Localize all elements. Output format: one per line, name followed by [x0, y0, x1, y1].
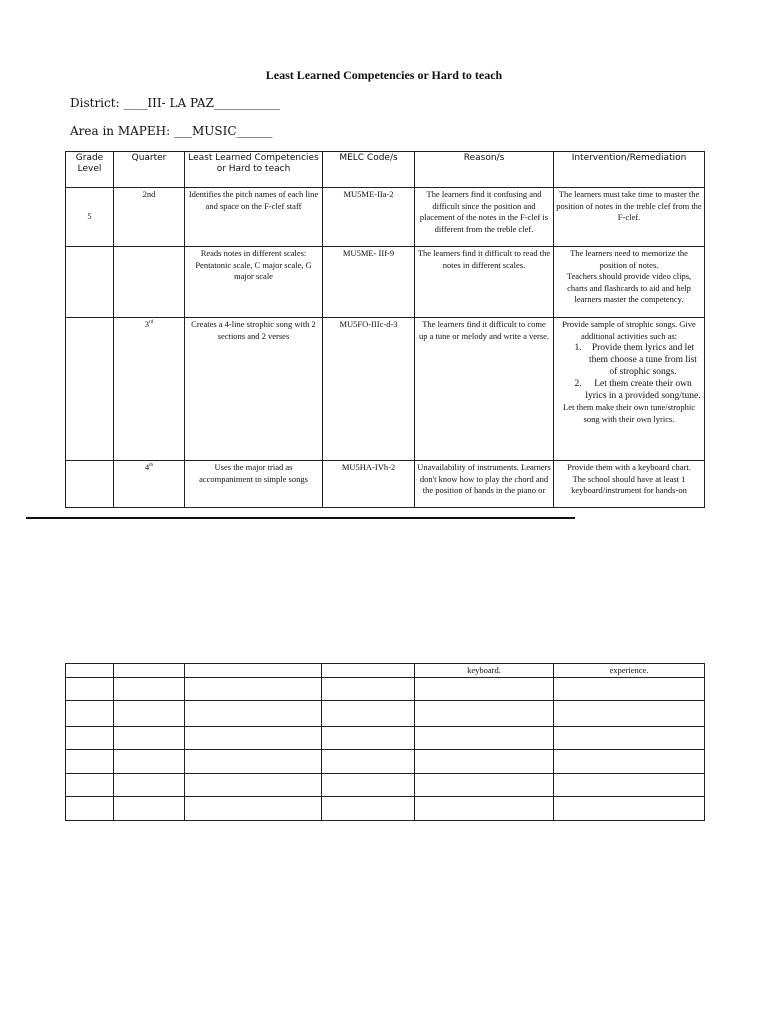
competency-cell: Creates a 4-line strophic song with 2 sections and 2 verses — [185, 318, 323, 461]
empty-cell — [554, 797, 705, 821]
empty-cell — [415, 774, 554, 797]
empty-cell — [114, 727, 185, 750]
empty-cell — [554, 678, 705, 701]
empty-cell — [66, 797, 114, 821]
competency-cell: Uses the major triad as accompaniment to simple songs — [185, 461, 323, 508]
empty-cell — [415, 727, 554, 750]
quarter-number: 4 — [144, 462, 150, 472]
quarter-cell: 2nd — [114, 188, 185, 247]
empty-cell — [66, 727, 114, 750]
table-row — [66, 678, 705, 701]
quarter-suffix: th — [149, 463, 154, 469]
list-item: 2. Let them create their own lyrics in a provided song/tune. — [584, 378, 702, 402]
reason-cell: keyboard. — [415, 664, 554, 678]
header-competencies: Least Learned Competencies or Hard to teach — [185, 152, 323, 188]
empty-cell — [66, 664, 114, 678]
intervention-line: Teachers should provide video clips, charts and flashcards to aid and help learners master the competency. — [566, 271, 692, 304]
empty-cell — [185, 727, 322, 750]
district-field — [70, 96, 280, 110]
empty-cell — [322, 701, 415, 727]
empty-cell — [322, 774, 415, 797]
empty-cell — [66, 774, 114, 797]
intervention-cell — [554, 247, 705, 318]
code-cell: MU5ME-IIa-2 — [323, 188, 415, 247]
reason-cell: The learners find it confusing and difficult since the position and placement of the notes in the F-clef is different from the treble clef. — [415, 188, 554, 247]
quarter-suffix: rd — [149, 320, 154, 326]
empty-cell — [66, 750, 114, 774]
district-value: ____III- LA PAZ___________ — [123, 96, 280, 110]
table-row — [66, 774, 705, 797]
empty-cell — [185, 664, 322, 678]
empty-cell — [114, 750, 185, 774]
empty-cell — [554, 727, 705, 750]
intervention-outro: Let them make their own tune/strophic song with their own lyrics. — [563, 402, 695, 424]
page-divider — [26, 517, 575, 519]
empty-cell — [114, 701, 185, 727]
empty-cell — [185, 774, 322, 797]
empty-cell — [322, 797, 415, 821]
table-row — [66, 247, 705, 318]
empty-cell — [185, 750, 322, 774]
empty-cell — [114, 774, 185, 797]
code-cell: MU5FO-IIIc-d-3 — [323, 318, 415, 461]
empty-cell — [66, 678, 114, 701]
empty-cell — [114, 797, 185, 821]
intervention-intro: Provide sample of strophic songs. Give additional activities such as: — [562, 319, 696, 341]
table-row — [66, 701, 705, 727]
reason-cell: The learners find it difficult to come up a tune or melody and write a verse. — [415, 318, 554, 461]
header-grade-level: Grade Level — [66, 152, 114, 188]
reason-cell: Unavailability of instruments. Learners don't know how to play the chord and the position of hands in the piano or — [415, 461, 554, 508]
list-item: 1. Provide them lyrics and let them choose a tune from list of strophic songs. — [584, 342, 702, 378]
empty-cell — [322, 750, 415, 774]
table-row — [66, 188, 705, 247]
empty-cell — [415, 750, 554, 774]
table-row — [66, 318, 705, 461]
empty-cell — [66, 701, 114, 727]
quarter-cell — [114, 318, 185, 461]
header-quarter: Quarter — [114, 152, 185, 188]
area-value: ___MUSIC______ — [173, 124, 273, 138]
table-row — [66, 664, 705, 678]
empty-cell — [415, 678, 554, 701]
competency-cell: Identifies the pitch names of each line and space on the F-clef staff — [185, 188, 323, 247]
empty-cell — [322, 664, 415, 678]
empty-cell — [185, 678, 322, 701]
table-row — [66, 461, 705, 508]
intervention-cell: The learners must take time to master the position of notes in the treble clef from the F-clef. — [554, 188, 705, 247]
empty-cell — [114, 664, 185, 678]
empty-cell — [415, 797, 554, 821]
competency-cell: Reads notes in different scales: Pentatonic scale, C major scale, G major scale — [185, 247, 323, 318]
continuation-table — [65, 663, 705, 821]
quarter-cell — [114, 247, 185, 318]
grade-cell — [66, 461, 114, 508]
intervention-line: The school should have at least 1 keyboard/instrument for hands-on — [571, 473, 687, 495]
code-cell: MU5HA-IVh-2 — [323, 461, 415, 508]
intervention-line: Provide them with a keyboard chart. — [567, 462, 691, 472]
reason-cell: The learners find it difficult to read the notes in different scales. — [415, 247, 554, 318]
intervention-cell — [554, 461, 705, 508]
empty-cell — [322, 678, 415, 701]
table-header-row — [66, 152, 705, 188]
intervention-line: The learners need to memorize the position of notes. — [570, 248, 688, 270]
empty-cell — [554, 750, 705, 774]
district-label: District: — [70, 96, 124, 110]
empty-cell — [554, 774, 705, 797]
table-row — [66, 797, 705, 821]
empty-cell — [114, 678, 185, 701]
header-melc-code: MELC Code/s — [323, 152, 415, 188]
table-row — [66, 750, 705, 774]
empty-cell — [322, 727, 415, 750]
grade-cell — [66, 247, 114, 318]
intervention-cell — [554, 318, 705, 461]
empty-cell — [185, 797, 322, 821]
intervention-list — [556, 342, 702, 402]
quarter-cell — [114, 461, 185, 508]
empty-cell — [554, 701, 705, 727]
area-label: Area in MAPEH: — [70, 124, 174, 138]
competencies-table — [65, 151, 705, 508]
table-row — [66, 727, 705, 750]
header-intervention: Intervention/Remediation — [554, 152, 705, 188]
area-field — [70, 124, 273, 138]
header-reasons: Reason/s — [415, 152, 554, 188]
document-title: Least Learned Competencies or Hard to teach — [265, 68, 503, 82]
grade-cell: 5 — [66, 188, 114, 247]
empty-cell — [415, 701, 554, 727]
empty-cell — [185, 701, 322, 727]
code-cell: MU5ME- IIf-9 — [323, 247, 415, 318]
intervention-cell: experience. — [554, 664, 705, 678]
quarter-number: 3 — [144, 319, 150, 329]
grade-cell — [66, 318, 114, 461]
